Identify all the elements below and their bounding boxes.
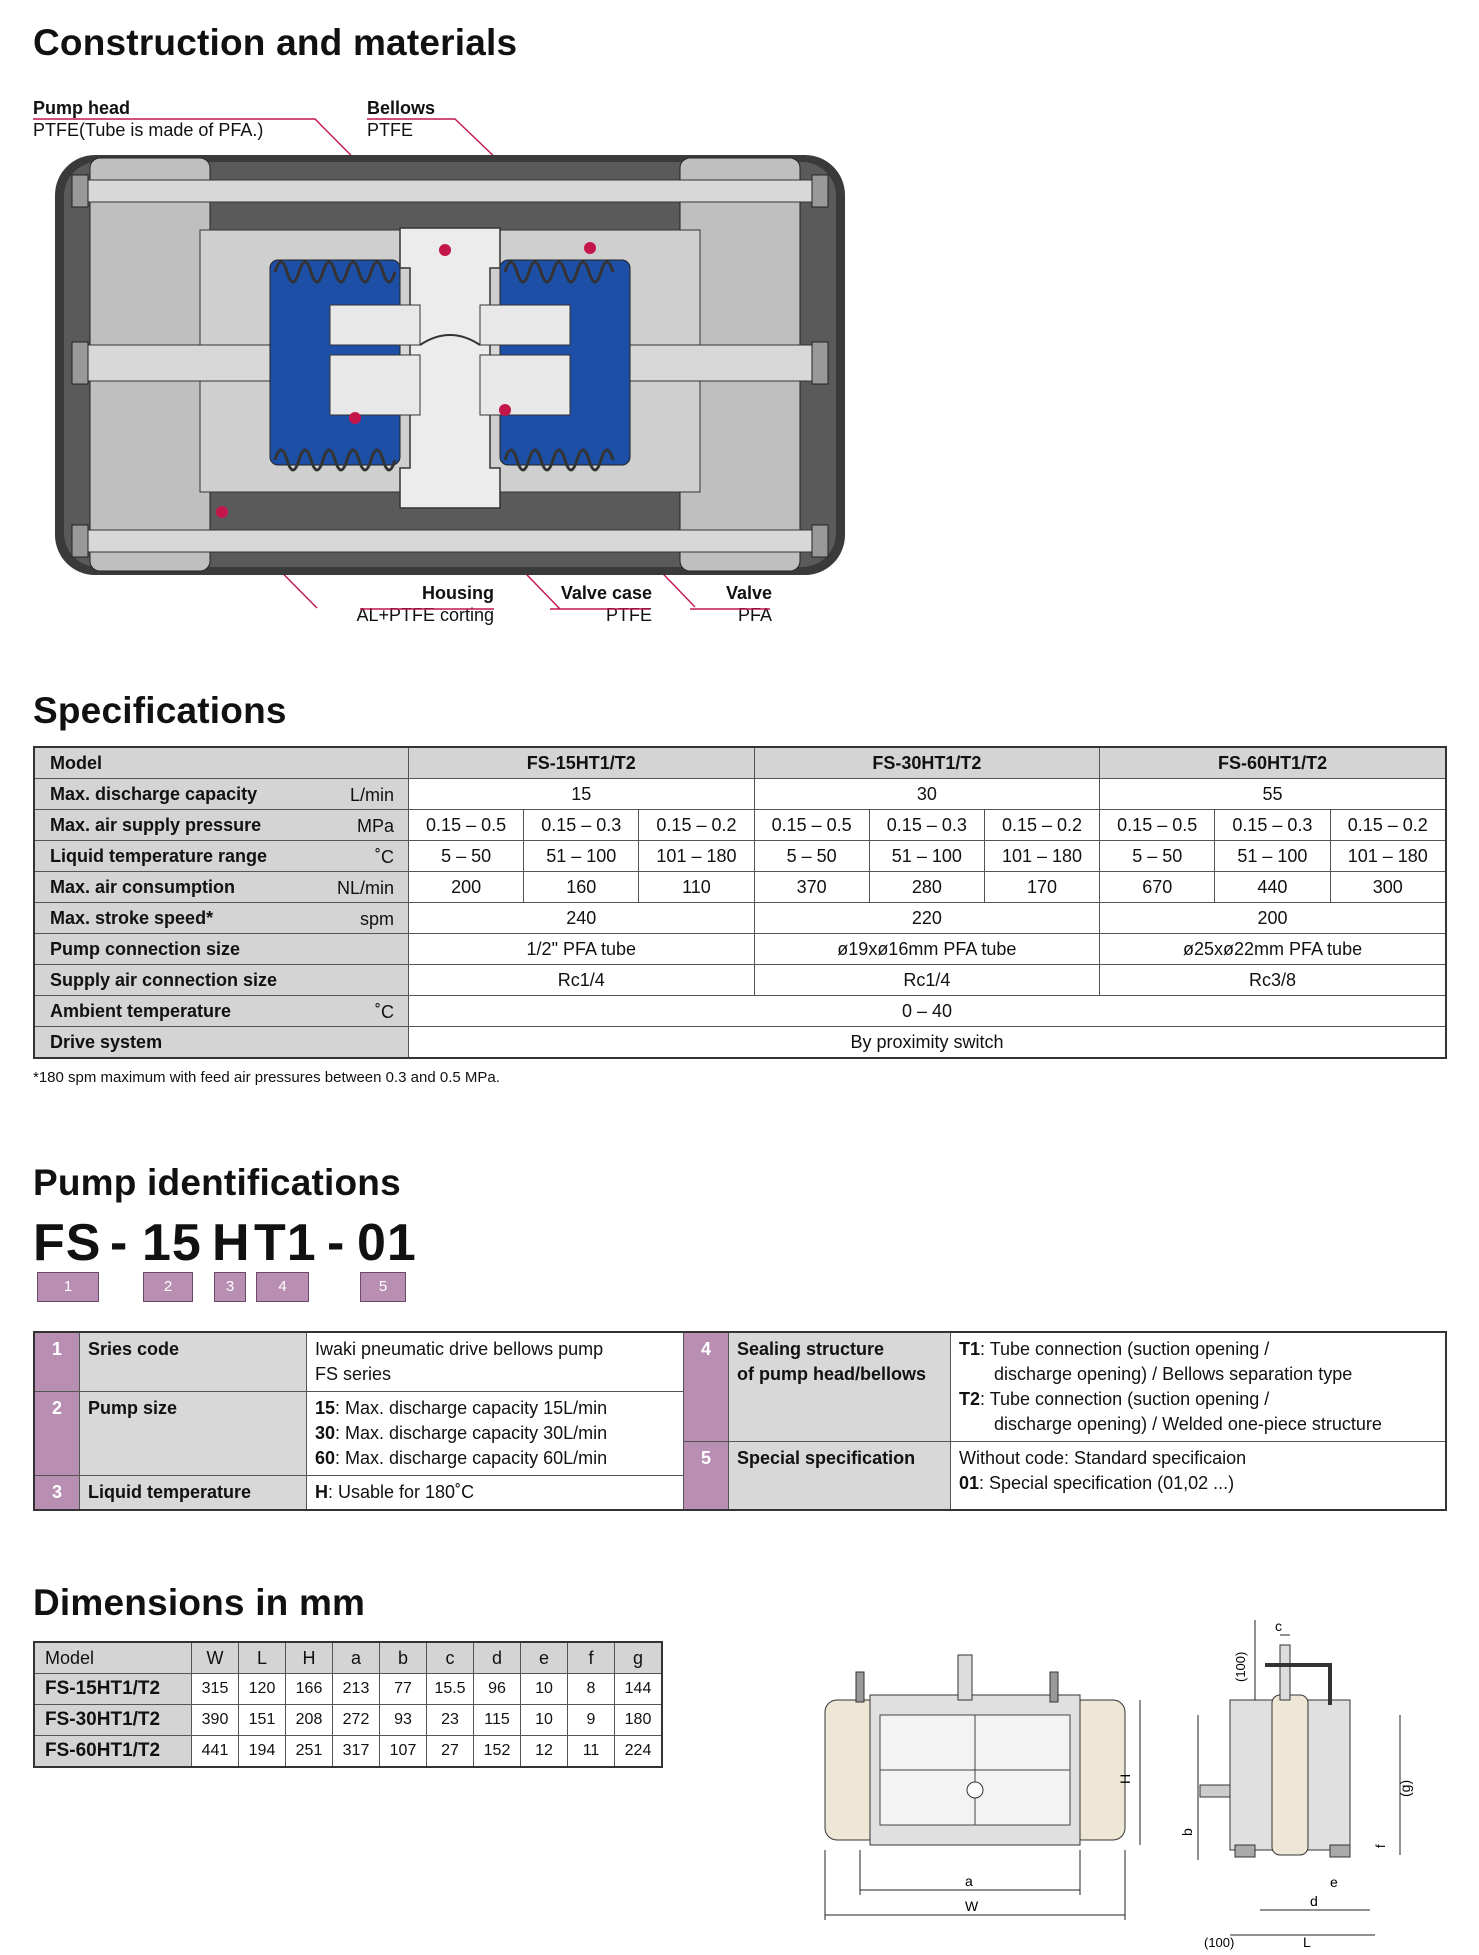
id-key: Liquid temperature xyxy=(80,1476,307,1511)
dim-header-cell: g xyxy=(615,1642,663,1674)
dim-cell: 10 xyxy=(521,1674,568,1705)
dim-label-100-bottom: (100) xyxy=(1204,1935,1235,1950)
dim-cell: 77 xyxy=(380,1674,427,1705)
spec-row-air-consumption xyxy=(34,872,1446,903)
spec-cell: 160 xyxy=(524,872,639,903)
dim-cell: 315 xyxy=(192,1674,239,1705)
spec-cell: 240 xyxy=(409,903,755,934)
dim-cell: 151 xyxy=(239,1705,286,1736)
spec-cell: ø25xø22mm PFA tube xyxy=(1100,934,1446,965)
dimensions-title: Dimensions in mm xyxy=(33,1582,366,1623)
spec-row-label: Supply air connection size xyxy=(34,965,409,996)
spec-cell: 5 – 50 xyxy=(1100,841,1215,872)
spec-cell: 55 xyxy=(1100,779,1446,810)
spec-cell: 0.15 – 0.3 xyxy=(869,810,984,841)
spec-row-label: Pump connection size xyxy=(34,934,409,965)
dim-cell: 213 xyxy=(333,1674,380,1705)
dim-label-H: H xyxy=(1117,1773,1133,1784)
dim-header-cell: L xyxy=(239,1642,286,1674)
spec-row-label: Max. air supply pressure MPa xyxy=(34,810,409,841)
dim-label-100-top: (100) xyxy=(1233,1651,1248,1682)
spec-cell: 101 – 180 xyxy=(1330,841,1446,872)
identification-title: Pump identifications xyxy=(33,1162,401,1203)
dim-header-cell: W xyxy=(192,1642,239,1674)
housing-material: AL+PTFE corting xyxy=(356,605,494,625)
spec-cell: ø19xø16mm PFA tube xyxy=(754,934,1100,965)
dim-cell: 441 xyxy=(192,1736,239,1768)
spec-row-stroke-speed xyxy=(34,903,1446,934)
dim-label-W: W xyxy=(965,1898,979,1914)
dim-cell: 10 xyxy=(521,1705,568,1736)
dim-cell: 107 xyxy=(380,1736,427,1768)
spec-cell: 0 – 40 xyxy=(409,996,1447,1027)
spec-cell: 30 xyxy=(754,779,1100,810)
spec-row-label: Liquid temperature range ˚C xyxy=(34,841,409,872)
spec-footnote: *180 spm maximum with feed air pressures between 0.3 and 0.5 MPa. xyxy=(33,1069,500,1086)
id-number: 2 xyxy=(34,1392,80,1476)
spec-row-ambient-temp xyxy=(34,996,1446,1027)
code-badge: 3 xyxy=(214,1272,246,1302)
spec-cell: 440 xyxy=(1215,872,1330,903)
spec-cell: 280 xyxy=(869,872,984,903)
spec-cell: 15 xyxy=(409,779,755,810)
spec-cell: 220 xyxy=(754,903,1100,934)
spec-cell: 101 – 180 xyxy=(984,841,1099,872)
code-badge: 5 xyxy=(360,1272,406,1302)
spec-cell: 0.15 – 0.5 xyxy=(754,810,869,841)
dim-cell: 390 xyxy=(192,1705,239,1736)
pump-head-material: PTFE(Tube is made of PFA.) xyxy=(33,120,264,140)
dim-cell: 115 xyxy=(474,1705,521,1736)
spec-cell: 0.15 – 0.3 xyxy=(524,810,639,841)
spec-row-label: Max. air consumption NL/min xyxy=(34,872,409,903)
dim-cell: 96 xyxy=(474,1674,521,1705)
spec-model-3: FS-60HT1/T2 xyxy=(1100,747,1446,779)
spec-cell: 370 xyxy=(754,872,869,903)
front-view-drawing xyxy=(810,1640,1150,1940)
valve-material: PFA xyxy=(737,605,772,625)
valve-case-name: Valve case xyxy=(560,583,652,603)
bellows-name: Bellows xyxy=(367,98,436,118)
spec-row-label: Max. discharge capacity L/min xyxy=(34,779,409,810)
id-value: 15: Max. discharge capacity 15L/min 30: Max. discharge capacity 30L/min 60: Max. discharge capacity 60L/min xyxy=(307,1392,684,1476)
dim-cell: 251 xyxy=(286,1736,333,1768)
pump-head-name: Pump head xyxy=(33,98,131,118)
dim-cell: 208 xyxy=(286,1705,333,1736)
spec-row-label: Drive system xyxy=(34,1027,409,1059)
spec-model-label: Model xyxy=(34,747,409,779)
id-value: H: Usable for 180˚C xyxy=(307,1476,684,1511)
spec-cell: 110 xyxy=(639,872,754,903)
dim-row xyxy=(34,1736,662,1768)
dim-cell: 152 xyxy=(474,1736,521,1768)
spec-cell: 670 xyxy=(1100,872,1215,903)
dim-cell: 23 xyxy=(427,1705,474,1736)
spec-cell: 51 – 100 xyxy=(1215,841,1330,872)
spec-cell: 0.15 – 0.2 xyxy=(639,810,754,841)
spec-cell: 5 – 50 xyxy=(409,841,524,872)
dim-cell: FS-30HT1/T2 xyxy=(34,1705,192,1736)
dim-cell: 166 xyxy=(286,1674,333,1705)
code-part-dash: - xyxy=(327,1214,346,1272)
dim-label-b: b xyxy=(1179,1828,1195,1836)
dim-cell: 9 xyxy=(568,1705,615,1736)
dim-label-f: f xyxy=(1373,1844,1388,1848)
dim-label-c: c xyxy=(1275,1618,1282,1634)
dim-cell: 8 xyxy=(568,1674,615,1705)
id-value: Without code: Standard specificaion 01: Special specification (01,02 ...) xyxy=(951,1442,1447,1511)
id-number: 4 xyxy=(684,1332,729,1442)
dim-header-cell: Model xyxy=(34,1642,192,1674)
dim-header-cell: c xyxy=(427,1642,474,1674)
spec-cell: 200 xyxy=(1100,903,1446,934)
dim-header-row xyxy=(34,1642,662,1674)
code-part-structure: T1 xyxy=(254,1214,317,1272)
spec-row-air-connection xyxy=(34,965,1446,996)
spec-cell: 5 – 50 xyxy=(754,841,869,872)
dim-cell: 11 xyxy=(568,1736,615,1768)
identification-table xyxy=(33,1331,1447,1511)
id-value: T1: Tube connection (suction opening / discharge opening) / Bellows separation type T2: Tube connection (suction opening / discharge opening) / Welded one-piece structure xyxy=(951,1332,1447,1442)
spec-row-label: Ambient temperature ˚C xyxy=(34,996,409,1027)
dim-header-cell: d xyxy=(474,1642,521,1674)
dim-label-a: a xyxy=(965,1873,973,1889)
spec-cell: Rc3/8 xyxy=(1100,965,1446,996)
dim-cell: 27 xyxy=(427,1736,474,1768)
spec-row-pump-connection xyxy=(34,934,1446,965)
spec-row-label: Max. stroke speed* spm xyxy=(34,903,409,934)
dim-cell: 194 xyxy=(239,1736,286,1768)
spec-cell: 170 xyxy=(984,872,1099,903)
dim-cell: 93 xyxy=(380,1705,427,1736)
dim-cell: 317 xyxy=(333,1736,380,1768)
spec-cell: 0.15 – 0.3 xyxy=(1215,810,1330,841)
dim-row xyxy=(34,1705,662,1736)
construction-diagram xyxy=(0,0,900,640)
spec-model-1: FS-15HT1/T2 xyxy=(409,747,755,779)
code-part-series: FS xyxy=(33,1214,102,1272)
spec-cell: 1/2" PFA tube xyxy=(409,934,755,965)
spec-row-air-pressure xyxy=(34,810,1446,841)
construction-title: Construction and materials xyxy=(33,22,518,63)
dim-cell: 120 xyxy=(239,1674,286,1705)
dim-cell: 272 xyxy=(333,1705,380,1736)
spec-cell: 0.15 – 0.5 xyxy=(1100,810,1215,841)
spec-cell: Rc1/4 xyxy=(409,965,755,996)
id-key: Sealing structure of pump head/bellows xyxy=(729,1332,951,1442)
side-view-drawing xyxy=(1160,1615,1413,1950)
spec-row-drive-system xyxy=(34,1027,1446,1059)
id-number: 1 xyxy=(34,1332,80,1392)
spec-row-liquid-temp xyxy=(34,841,1446,872)
id-key: Pump size xyxy=(80,1392,307,1476)
spec-row-discharge xyxy=(34,779,1446,810)
id-key: Special specification xyxy=(729,1442,951,1511)
dim-label-g: (g) xyxy=(1397,1779,1413,1797)
specifications-title: Specifications xyxy=(33,690,287,731)
dim-header-cell: H xyxy=(286,1642,333,1674)
dim-header-cell: a xyxy=(333,1642,380,1674)
dim-row xyxy=(34,1674,662,1705)
dim-cell: 144 xyxy=(615,1674,663,1705)
dim-header-cell: f xyxy=(568,1642,615,1674)
spec-cell: By proximity switch xyxy=(409,1027,1447,1059)
bellows-material: PTFE xyxy=(367,120,414,140)
housing-name: Housing xyxy=(422,583,494,603)
dim-header-cell: e xyxy=(521,1642,568,1674)
dim-label-L: L xyxy=(1303,1934,1311,1950)
code-part-dash: - xyxy=(110,1214,129,1272)
code-badge: 4 xyxy=(256,1272,309,1302)
dim-header-cell: b xyxy=(380,1642,427,1674)
spec-cell: 0.15 – 0.2 xyxy=(1330,810,1446,841)
id-row xyxy=(34,1332,1446,1392)
dimensions-table xyxy=(33,1641,663,1768)
dim-cell: 224 xyxy=(615,1736,663,1768)
dim-cell: 180 xyxy=(615,1705,663,1736)
dim-cell: 12 xyxy=(521,1736,568,1768)
spec-cell: 0.15 – 0.5 xyxy=(409,810,524,841)
dim-cell: 15.5 xyxy=(427,1674,474,1705)
dim-cell: FS-15HT1/T2 xyxy=(34,1674,192,1705)
spec-cell: 300 xyxy=(1330,872,1446,903)
spec-cell: 200 xyxy=(409,872,524,903)
spec-model-2: FS-30HT1/T2 xyxy=(754,747,1100,779)
dim-cell: FS-60HT1/T2 xyxy=(34,1736,192,1768)
valve-case-material: PTFE xyxy=(605,605,652,625)
code-badge: 2 xyxy=(143,1272,193,1302)
spec-header-row xyxy=(34,747,1446,779)
spec-cell: Rc1/4 xyxy=(754,965,1100,996)
spec-cell: 0.15 – 0.2 xyxy=(984,810,1099,841)
code-badge: 1 xyxy=(37,1272,99,1302)
id-key: Sries code xyxy=(80,1332,307,1392)
dim-label-d: d xyxy=(1310,1893,1318,1909)
specifications-table xyxy=(33,746,1447,1059)
dim-label-e: e xyxy=(1330,1874,1338,1890)
code-part-special: 01 xyxy=(357,1214,417,1272)
id-number: 5 xyxy=(684,1442,729,1511)
valve-name: Valve xyxy=(725,583,772,603)
id-value: Iwaki pneumatic drive bellows pump FS series xyxy=(307,1332,684,1392)
spec-cell: 51 – 100 xyxy=(524,841,639,872)
code-part-size: 15 xyxy=(142,1214,202,1272)
code-part-temp: H xyxy=(212,1214,251,1272)
spec-cell: 51 – 100 xyxy=(869,841,984,872)
id-number: 3 xyxy=(34,1476,80,1511)
spec-cell: 101 – 180 xyxy=(639,841,754,872)
